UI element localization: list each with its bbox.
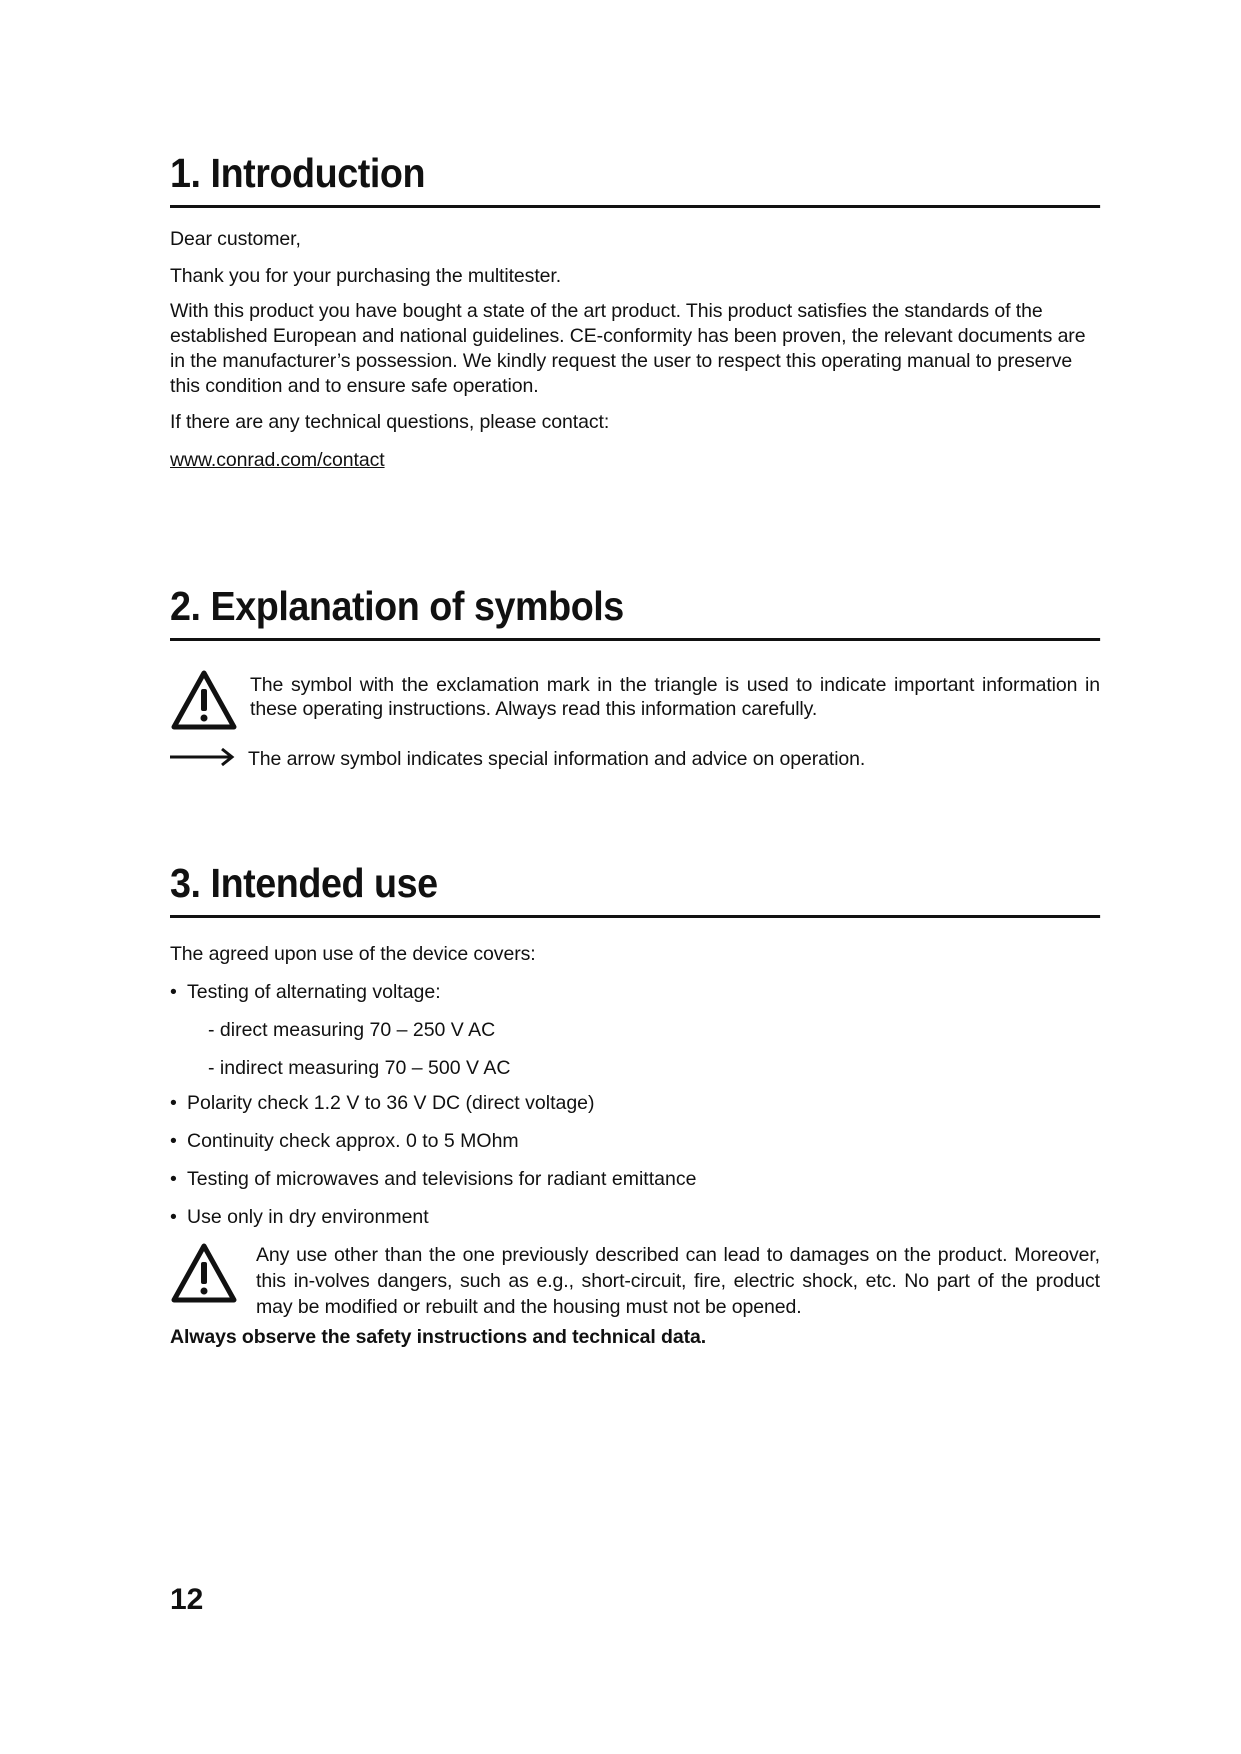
section-title-intended-use: 3. Intended use (170, 860, 1100, 918)
sub-item-direct: - direct measuring 70 – 250 V AC (208, 1019, 496, 1041)
bullet-text: Polarity check 1.2 V to 36 V DC (direct voltage) (187, 1092, 595, 1114)
bullet-marker: • (170, 1206, 177, 1228)
intended-use-list-2 (170, 1090, 1100, 1231)
bullet-text: Use only in dry environment (187, 1206, 429, 1228)
intro-body: With this product you have bought a state of the art product. This product satisfies the standards of the established European and national guidelines. CE-conformity has been proven, the relevant documents are in the manufacturer’s possession. We kindly request the user to respect this operating manual to preserve this condition and to ensure safe operation. (170, 300, 1086, 397)
warning-symbol-row (170, 669, 1100, 736)
arrow-symbol-text: The arrow symbol indicates special information and advice on operation. (248, 748, 866, 770)
bullet-text: Testing of alternating voltage: (187, 981, 441, 1003)
bullet-marker: • (170, 981, 177, 1003)
intended-use-warning-text: Any use other than the one previously described can lead to damages on the product. Moreover, this in-volves dangers, such as e.g., short-circuit, fire, electric shock, etc. No part of the product may be modified or rebuilt and the housing must not be opened. (256, 1244, 1100, 1318)
bullet-marker: • (170, 1168, 177, 1190)
section-intended-use (170, 860, 1100, 1361)
list-item (170, 1128, 1100, 1155)
section-title-symbols: 2. Explanation of symbols (170, 583, 1100, 641)
section-title-introduction: 1. Introduction (170, 150, 1100, 208)
bullet-marker: • (170, 1130, 177, 1152)
arrow-symbol-row (170, 744, 1100, 775)
warning-triangle-icon (170, 669, 238, 736)
section-introduction (170, 150, 1100, 474)
list-item (170, 1166, 1100, 1193)
bullet-marker: • (170, 1092, 177, 1114)
bullet-text: Continuity check approx. 0 to 5 MOhm (187, 1130, 519, 1152)
list-item (170, 1090, 1100, 1117)
intended-use-intro: The agreed upon use of the device covers: (170, 943, 536, 965)
closing-note: Always observe the safety instructions and technical data. (170, 1326, 707, 1348)
section-symbols (170, 583, 1100, 775)
intended-use-list (170, 979, 1100, 1006)
greeting: Dear customer, (170, 228, 301, 250)
contact-link[interactable]: www.conrad.com/contact (170, 449, 385, 471)
warning-symbol-text: The symbol with the exclamation mark in the triangle is used to indicate important information in these operating instructions. Always read this information carefully. (250, 674, 1100, 720)
list-item (170, 979, 1100, 1006)
intended-use-warning-row (170, 1242, 1100, 1320)
contact-prompt: If there are any technical questions, please contact: (170, 411, 610, 433)
bullet-text: Testing of microwaves and televisions for radiant emittance (187, 1168, 697, 1190)
warning-triangle-icon (170, 1242, 238, 1311)
sub-item-indirect: - indirect measuring 70 – 500 V AC (208, 1057, 511, 1079)
arrow-right-icon (170, 744, 236, 775)
list-item (170, 1204, 1100, 1231)
thanks-text: Thank you for your purchasing the multitester. (170, 265, 562, 287)
page-number: 12 (170, 1583, 204, 1616)
